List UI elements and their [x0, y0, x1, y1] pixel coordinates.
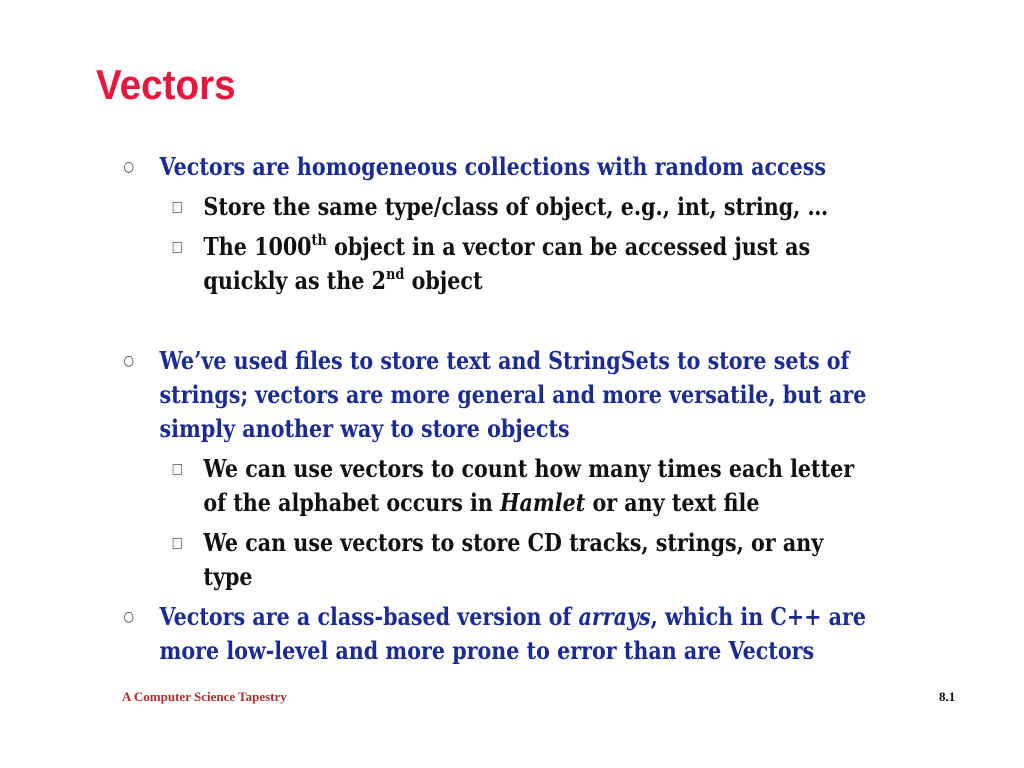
- circle-bullet-icon: ○: [123, 609, 134, 625]
- slide-content: [120, 150, 868, 668]
- circle-bullet-icon: ○: [123, 159, 134, 175]
- subbullet-text-part: or any text file: [585, 488, 760, 517]
- bullet-text-part: Vectors are a class-based version of: [159, 602, 579, 631]
- footer-page-number: 8.1: [939, 689, 956, 704]
- subbullet-text-part: The 1000: [203, 232, 312, 261]
- subbullet-text-part: object: [404, 266, 483, 295]
- subbullet-text-part: We can use vectors to count how many times each letter of the alphabet occurs in: [203, 454, 855, 517]
- bullet-homogeneous-collections: [120, 150, 868, 184]
- footer-course-title: A Computer Science Tapestry: [122, 689, 287, 704]
- subbullet-cd-tracks: [120, 526, 868, 594]
- bullet-text: We’ve used files to store text and StringSets to store sets of strings; vectors are more general and more versatile, but are simply another way to store objects: [159, 346, 867, 443]
- square-bullet-icon: □: [171, 239, 183, 255]
- emphasis-hamlet: Hamlet: [500, 488, 586, 517]
- bullet-text-part: , which in C++ are more low-level and more prone to error than are Vectors: [159, 602, 866, 665]
- subbullet-text-part: object in a vector can be accessed just as quickly as the 2: [203, 232, 811, 295]
- slide-title: Vectors: [96, 61, 236, 108]
- subbullet-text: Store the same type/class of object, e.g., int, string, …: [203, 192, 829, 221]
- square-bullet-icon: □: [171, 199, 183, 215]
- square-bullet-icon: □: [171, 461, 183, 477]
- superscript-nd: nd: [385, 265, 405, 283]
- emphasis-arrays: arrays: [578, 602, 651, 631]
- bullet-files-stringsets: [120, 344, 868, 446]
- spacer: [120, 298, 868, 344]
- bullet-arrays: [120, 600, 868, 668]
- superscript-th: th: [311, 231, 327, 249]
- bullet-text: Vectors are homogeneous collections with random access: [159, 152, 826, 181]
- subbullet-count-letters: [120, 452, 868, 520]
- subbullet-random-access: [120, 230, 868, 298]
- subbullet-text: We can use vectors to store CD tracks, strings, or any type: [203, 528, 824, 591]
- square-bullet-icon: □: [171, 535, 183, 551]
- subbullet-same-type: [120, 190, 868, 224]
- circle-bullet-icon: ○: [123, 353, 134, 369]
